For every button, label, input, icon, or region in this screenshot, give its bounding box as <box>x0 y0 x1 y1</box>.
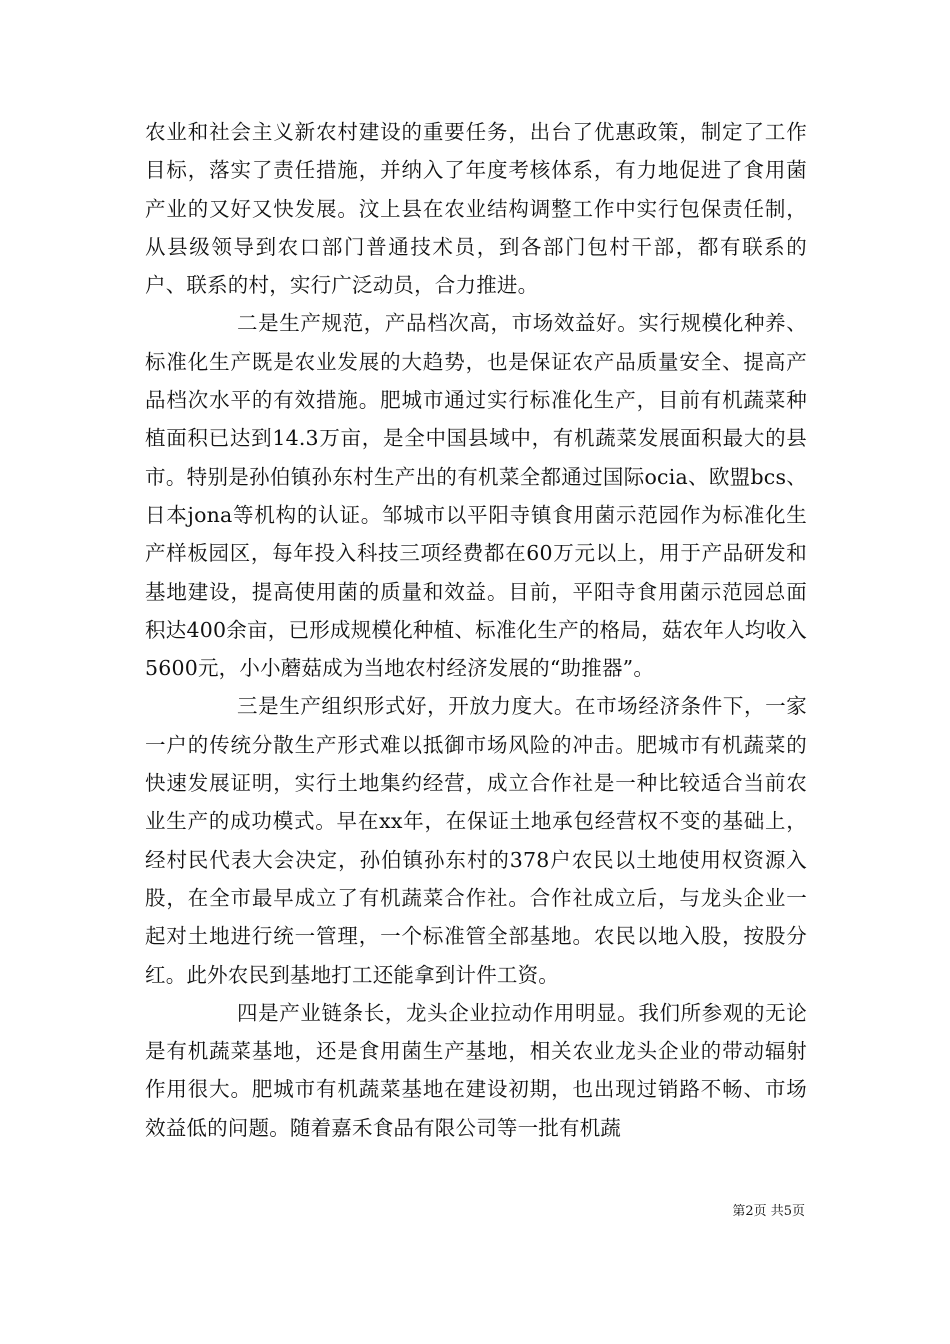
paragraph-4: 四是产业链条长，龙头企业拉动作用明显。我们所参观的无论是有机蔬菜基地，还是食用菌生产基地，相关农业龙头企业的带动辐射作用很大。肥城市有机蔬菜基地在建设初期，也出现过销路不畅、市场效益低的问题。随着嘉禾食品有限公司等一批有机蔬 <box>145 1000 807 1140</box>
paragraph-2: 二是生产规范，产品档次高，市场效益好。实行规模化种养、标准化生产既是农业发展的大趋势，也是保证农产品质量安全、提高产品档次水平的有效措施。肥城市通过实行标准化生产，目前有机蔬菜种植面积已达到14.3万亩，是全中国县域中，有机蔬菜发展面积最大的县市。特别是孙伯镇孙东村生产出的有机菜全都通过国际ocia、欧盟bcs、日本jona等机构的认证。邹城市以平阳寺镇食用菌示范园作为标准化生产样板园区，每年投入科技三项经费都在60万元以上，用于产品研发和基地建设，提高使用菌的质量和效益。目前，平阳寺食用菌示范园总面积达400余亩，已形成规模化种植、标准化生产的格局，菇农年人均收入5600元，小小蘑菇成为当地农村经济发展的“助推器”。 <box>145 311 807 681</box>
page-number-footer: 第2页 共5页 <box>732 1204 805 1219</box>
paragraph-1: 农业和社会主义新农村建设的重要任务，出台了优惠政策，制定了工作目标，落实了责任措施，并纳入了年度考核体系，有力地促进了食用菌产业的又好又快发展。汶上县在农业结构调整工作中实行包保责任制，从县级领导到农口部门普通技术员，到各部门包村干部，都有联系的户、联系的村，实行广泛动员，合力推进。 <box>145 120 807 298</box>
document-body <box>145 113 807 1147</box>
paragraph-3: 三是生产组织形式好，开放力度大。在市场经济条件下，一家一户的传统分散生产形式难以抵御市场风险的冲击。肥城市有机蔬菜的快速发展证明，实行土地集约经营，成立合作社是一种比较适合当前农业生产的成功模式。早在xx年，在保证土地承包经营权不变的基础上，经村民代表大会决定，孙伯镇孙东村的378户农民以土地使用权资源入股，在全市最早成立了有机蔬菜合作社。合作社成立后，与龙头企业一起对土地进行统一管理，一个标准管全部基地。农民以地入股，按股分红。此外农民到基地打工还能拿到计件工资。 <box>145 694 807 987</box>
